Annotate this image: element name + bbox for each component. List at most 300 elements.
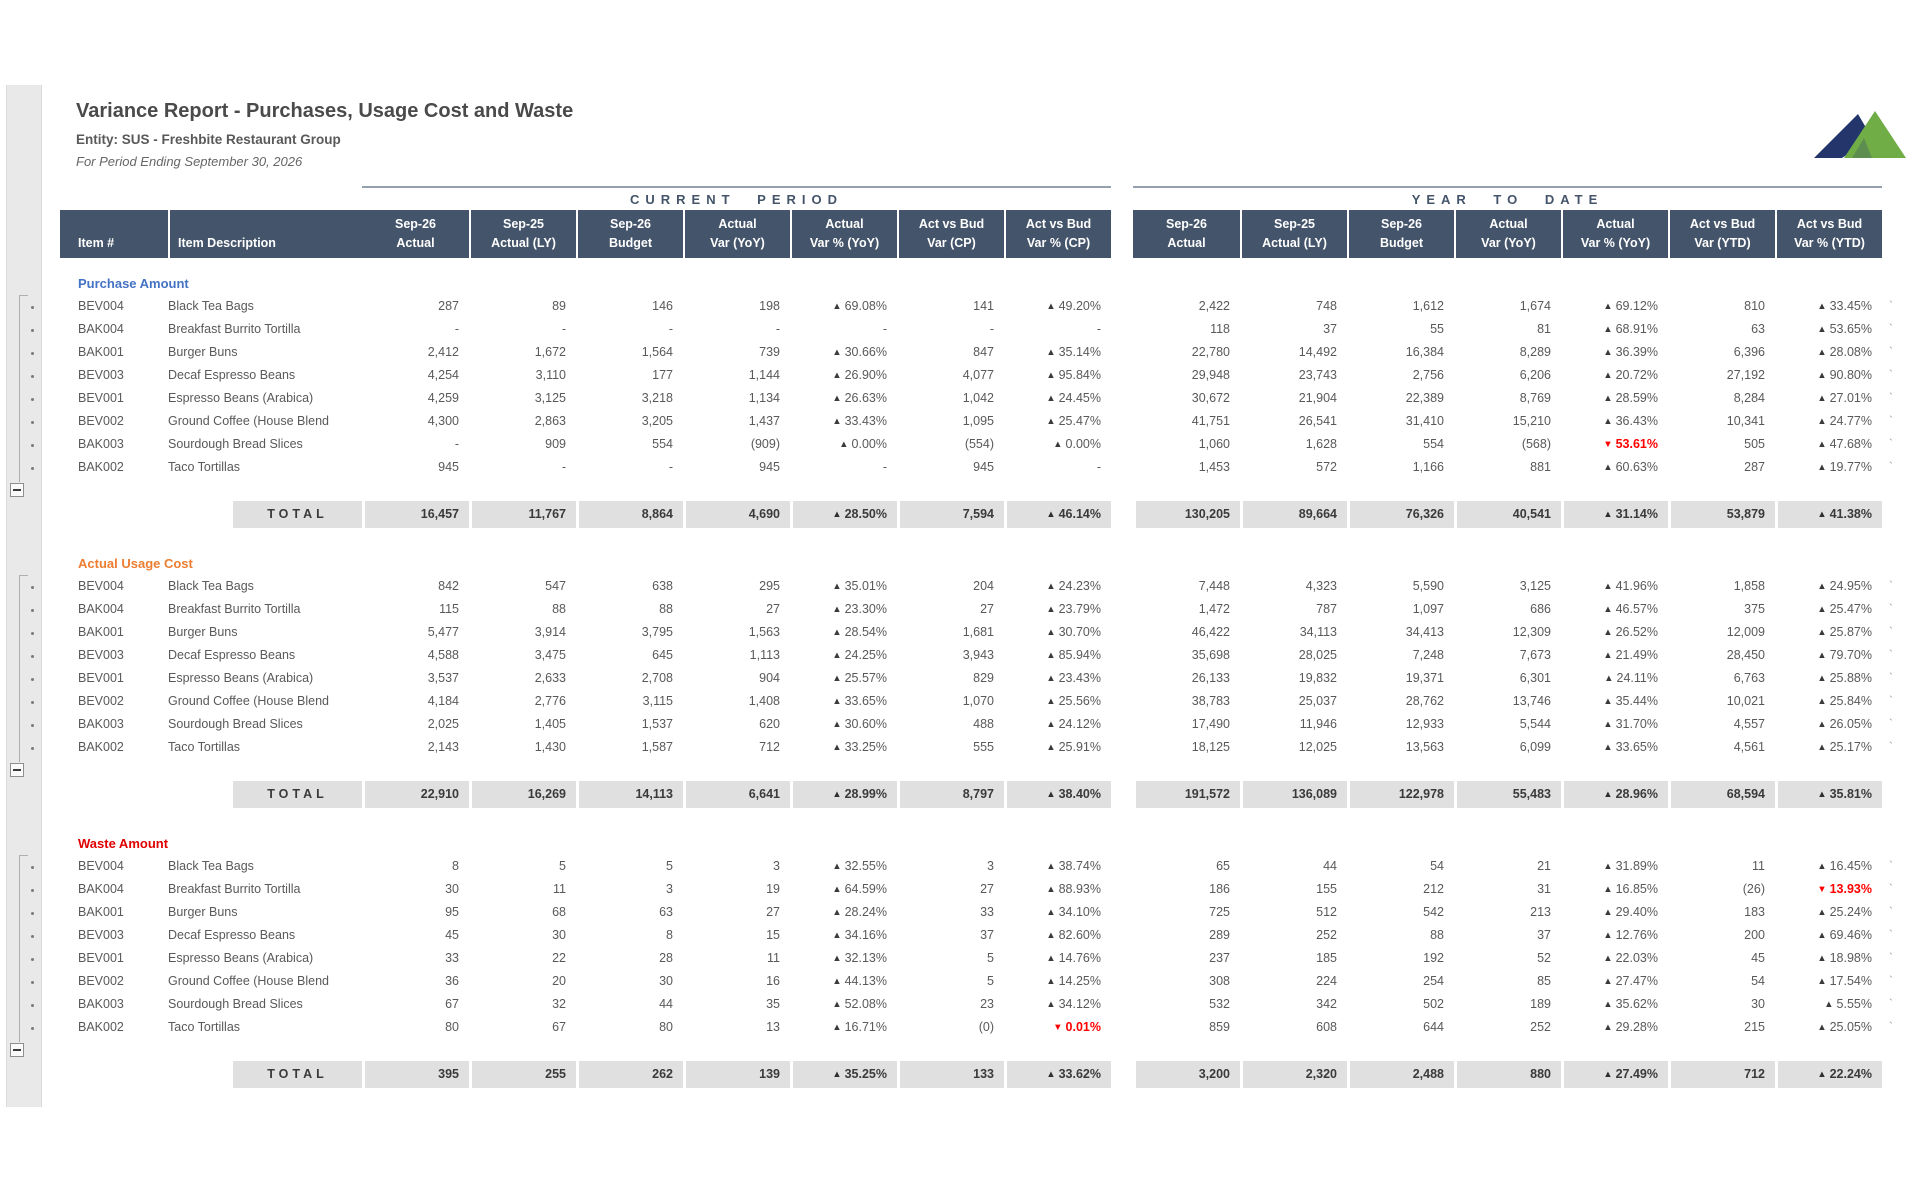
- cell-value: 30: [1751, 997, 1765, 1011]
- up-triangle-icon: ▲: [1603, 696, 1613, 707]
- item-description: Decaf Espresso Beans: [168, 928, 296, 942]
- up-triangle-icon: ▲: [832, 370, 842, 381]
- cell-value: 4,259: [427, 391, 459, 405]
- cell-value: ▼ 0.01%: [1053, 1020, 1101, 1034]
- cell-value: ▲ 24.25%: [832, 648, 887, 662]
- cell-value: ▲ 23.30%: [832, 602, 887, 616]
- cell-value: 881: [1530, 460, 1551, 474]
- collapse-group-button[interactable]: [10, 763, 24, 777]
- column-gap: [1111, 598, 1133, 621]
- cell-value: 36: [445, 974, 459, 988]
- cell-value: ▲ 44.13%: [832, 974, 887, 988]
- cell-value: (0): [978, 1020, 994, 1034]
- cell-value: 136,089: [1240, 781, 1347, 808]
- cell-value: 37: [1537, 928, 1551, 942]
- cell-value: 1,628: [1305, 437, 1337, 451]
- cell-value: 34,113: [1299, 625, 1337, 639]
- item-code: BAK004: [78, 322, 124, 336]
- cell-value: ▼ 53.61%: [1603, 437, 1658, 451]
- item-code: BEV003: [78, 648, 124, 662]
- cell-value: -: [668, 322, 673, 336]
- cell-value: 3,475: [534, 648, 566, 662]
- table-row: [60, 690, 1906, 713]
- cell-value: 255: [469, 1061, 576, 1088]
- cell-value: 3,537: [427, 671, 459, 685]
- cell-value: 8,289: [1519, 345, 1551, 359]
- section-title: Waste Amount: [78, 836, 169, 851]
- cell-value: 505: [1744, 437, 1765, 451]
- column-gap: [1111, 1016, 1133, 1039]
- cell-value: 1,134: [748, 391, 780, 405]
- cell-value: ▲ 28.54%: [832, 625, 887, 639]
- cell-value: ▲ 31.89%: [1603, 859, 1658, 873]
- up-triangle-icon: ▲: [1817, 953, 1827, 964]
- column-gap: [1111, 575, 1133, 598]
- cell-value: 76,326: [1347, 501, 1454, 528]
- logo-graphic: [1812, 108, 1908, 166]
- cell-value: -: [775, 322, 780, 336]
- row-group-dot: [31, 609, 34, 612]
- cell-value: 1,681: [962, 625, 994, 639]
- table-row: [60, 736, 1906, 759]
- cell-value: 67: [552, 1020, 566, 1034]
- cell-value: 945: [973, 460, 994, 474]
- cell-value: 11: [1752, 859, 1765, 873]
- cell-value: 1,472: [1198, 602, 1230, 616]
- cell-value: 27: [766, 602, 780, 616]
- cell-value: 185: [1316, 951, 1337, 965]
- cell-value: 6,099: [1519, 740, 1551, 754]
- item-description: Black Tea Bags: [168, 859, 254, 873]
- cell-value: 1,042: [962, 391, 994, 405]
- cell-value: 1,453: [1198, 460, 1230, 474]
- cell-value: ▲ 26.90%: [832, 368, 887, 382]
- table-body: [60, 272, 1906, 1088]
- cell-value: 945: [438, 460, 459, 474]
- cell-value: 186: [1209, 882, 1230, 896]
- cell-value: 1,587: [641, 740, 673, 754]
- row-end-mark: `: [1889, 323, 1893, 335]
- up-triangle-icon: ▲: [832, 696, 842, 707]
- cell-value: 1,144: [748, 368, 780, 382]
- up-triangle-icon: ▲: [1817, 976, 1827, 987]
- cell-value: ▲ 90.80%: [1817, 368, 1872, 382]
- section-title: Purchase Amount: [78, 276, 189, 291]
- cell-value: -: [1096, 322, 1101, 336]
- cell-value: 686: [1530, 602, 1551, 616]
- col-header: Actual Var (YoY): [1454, 210, 1561, 258]
- spacer-row: [60, 479, 1906, 501]
- section-purchase-amount: [60, 272, 1906, 528]
- cell-value: 237: [1209, 951, 1230, 965]
- item-description: Burger Buns: [168, 625, 238, 639]
- cell-value: ▲ 60.63%: [1603, 460, 1658, 474]
- up-triangle-icon: ▲: [1817, 627, 1827, 638]
- down-triangle-icon: ▼: [1603, 439, 1613, 450]
- cell-value: 63: [1751, 322, 1765, 336]
- up-triangle-icon: ▲: [832, 301, 842, 312]
- cell-value: ▲ 30.60%: [832, 717, 887, 731]
- cell-value: 38,783: [1191, 694, 1230, 708]
- down-triangle-icon: ▼: [1053, 1022, 1063, 1033]
- row-end-mark: `: [1889, 975, 1893, 987]
- cell-value: 139: [683, 1061, 790, 1088]
- up-triangle-icon: ▲: [1817, 930, 1827, 941]
- cell-value: 29,948: [1191, 368, 1230, 382]
- cell-value: 34,413: [1405, 625, 1444, 639]
- up-triangle-icon: ▲: [1603, 907, 1613, 918]
- cell-value: 7,673: [1519, 648, 1551, 662]
- cell-value: 4,557: [1733, 717, 1765, 731]
- up-triangle-icon: ▲: [1604, 673, 1614, 684]
- cell-value: 224: [1316, 974, 1337, 988]
- cell-value: 16,457: [362, 501, 469, 528]
- col-header: Sep-25 Actual (LY): [469, 210, 576, 258]
- item-code: BAK003: [78, 437, 124, 451]
- cell-value: ▲ 34.10%: [1046, 905, 1101, 919]
- cell-value: 52: [1537, 951, 1551, 965]
- row-group-dot: [31, 912, 34, 915]
- cell-value: 122,978: [1347, 781, 1454, 808]
- cell-value: 8,284: [1733, 391, 1765, 405]
- cell-value: ▲ 17.54%: [1817, 974, 1872, 988]
- up-triangle-icon: ▲: [1603, 370, 1613, 381]
- group-header-spacer: [60, 186, 362, 207]
- section-actual-usage-cost: [60, 552, 1906, 808]
- row-end-mark: `: [1889, 883, 1893, 895]
- cell-value: ▲ 36.43%: [1603, 414, 1658, 428]
- cell-value: 262: [576, 1061, 683, 1088]
- row-group-dot: [31, 678, 34, 681]
- cell-value: 28,450: [1726, 648, 1765, 662]
- cell-value: 11,767: [469, 501, 576, 528]
- cell-value: ▲ 35.81%: [1775, 781, 1882, 808]
- column-gap: [1111, 433, 1133, 456]
- column-gap: [1111, 667, 1133, 690]
- cell-value: 33: [980, 905, 994, 919]
- total-label: TOTAL: [233, 1061, 362, 1088]
- cell-value: ▲ 24.77%: [1817, 414, 1872, 428]
- cell-value: 1,564: [641, 345, 673, 359]
- column-gap: [1111, 970, 1133, 993]
- row-end-mark: `: [1889, 438, 1893, 450]
- table-row: [60, 318, 1906, 341]
- cell-value: 3,218: [641, 391, 673, 405]
- row-group-dot: [31, 398, 34, 401]
- cell-value: ▲ 33.65%: [1603, 740, 1658, 754]
- collapse-group-button[interactable]: [10, 1043, 24, 1057]
- cell-value: ▲ 21.49%: [1603, 648, 1658, 662]
- cell-value: 512: [1316, 905, 1337, 919]
- up-triangle-icon: ▲: [1046, 861, 1056, 872]
- cell-value: ▲ 35.44%: [1603, 694, 1658, 708]
- cell-value: ▲ 49.20%: [1046, 299, 1101, 313]
- cell-value: 308: [1209, 974, 1230, 988]
- cell-value: 26,133: [1191, 671, 1230, 685]
- group-bracket-line: [19, 575, 20, 762]
- cell-value: 23,743: [1298, 368, 1337, 382]
- cell-value: 41,751: [1191, 414, 1230, 428]
- report: [60, 100, 1906, 1088]
- total-label: TOTAL: [233, 781, 362, 808]
- item-code: BEV002: [78, 694, 124, 708]
- cell-value: ▲ 88.93%: [1046, 882, 1101, 896]
- up-triangle-icon: ▲: [1603, 393, 1613, 404]
- up-triangle-icon: ▲: [1817, 509, 1827, 520]
- row-group-dot: [31, 1027, 34, 1030]
- cell-value: 8: [666, 928, 673, 942]
- cell-value: 55: [1430, 322, 1444, 336]
- cell-value: 141: [973, 299, 994, 313]
- item-description: Taco Tortillas: [168, 460, 241, 474]
- cell-value: 3,795: [641, 625, 673, 639]
- cell-value: ▲ 25.91%: [1046, 740, 1101, 754]
- cell-value: 725: [1209, 905, 1230, 919]
- cell-value: 12,009: [1726, 625, 1765, 639]
- cell-value: 3: [987, 859, 994, 873]
- group-bracket-tick: [19, 575, 28, 576]
- cell-value: 3,125: [534, 391, 566, 405]
- cell-value: 28,762: [1405, 694, 1444, 708]
- item-description: Burger Buns: [168, 905, 238, 919]
- up-triangle-icon: ▲: [832, 907, 842, 918]
- up-triangle-icon: ▲: [1824, 999, 1834, 1010]
- cell-value: 53,879: [1668, 501, 1775, 528]
- table-row: [60, 855, 1906, 878]
- item-code: BAK003: [78, 717, 124, 731]
- cell-value: ▲ 28.96%: [1561, 781, 1668, 808]
- cell-value: 829: [973, 671, 994, 685]
- group-bracket-tick: [19, 295, 28, 296]
- cell-value: 20: [552, 974, 566, 988]
- row-grouping-pane: [6, 85, 42, 1107]
- up-triangle-icon: ▲: [1603, 462, 1613, 473]
- cell-value: 146: [652, 299, 673, 313]
- cell-value: 555: [973, 740, 994, 754]
- cell-value: 4,184: [427, 694, 459, 708]
- item-description: Breakfast Burrito Tortilla: [168, 322, 301, 336]
- up-triangle-icon: ▲: [1603, 1069, 1613, 1080]
- cell-value: 7,594: [897, 501, 1004, 528]
- up-triangle-icon: ▲: [1817, 1069, 1827, 1080]
- cell-value: ▲ 69.08%: [832, 299, 887, 313]
- item-description: Decaf Espresso Beans: [168, 368, 296, 382]
- column-gap: [1111, 364, 1133, 387]
- cell-value: ▲ 46.57%: [1603, 602, 1658, 616]
- up-triangle-icon: ▲: [1046, 976, 1056, 987]
- cell-value: 31: [1537, 882, 1551, 896]
- collapse-group-button[interactable]: [10, 483, 24, 497]
- up-triangle-icon: ▲: [1046, 370, 1056, 381]
- cell-value: 95: [445, 905, 459, 919]
- item-code: BEV002: [78, 414, 124, 428]
- row-group-dot: [31, 958, 34, 961]
- item-description: Sourdough Bread Slices: [168, 437, 303, 451]
- up-triangle-icon: ▲: [1603, 416, 1613, 427]
- cell-value: 31,410: [1405, 414, 1444, 428]
- row-end-mark: `: [1889, 1021, 1893, 1033]
- cell-value: 645: [652, 648, 673, 662]
- row-group-dot: [31, 1004, 34, 1007]
- cell-value: ▲ 46.14%: [1004, 501, 1111, 528]
- cell-value: 7,248: [1412, 648, 1444, 662]
- cell-value: ▲ 27.49%: [1561, 1061, 1668, 1088]
- up-triangle-icon: ▲: [1603, 884, 1613, 895]
- col-header: Act vs Bud Var % (CP): [1004, 210, 1111, 258]
- up-triangle-icon: ▲: [1046, 650, 1056, 661]
- total-row-lead: [60, 501, 233, 528]
- cell-value: ▲ 16.45%: [1817, 859, 1872, 873]
- table-row: [60, 456, 1906, 479]
- cell-value: 11: [553, 882, 566, 896]
- col-header: Actual Var % (YoY): [1561, 210, 1668, 258]
- cell-value: 46,422: [1191, 625, 1230, 639]
- table-row: [60, 644, 1906, 667]
- cell-value: 1,437: [748, 414, 780, 428]
- cell-value: 252: [1316, 928, 1337, 942]
- cell-value: 3,125: [1519, 579, 1551, 593]
- cell-value: 81: [1537, 322, 1551, 336]
- cell-value: ▲ 0.00%: [839, 437, 887, 451]
- cell-value: ▲ 52.08%: [832, 997, 887, 1011]
- cell-value: ▲ 25.84%: [1817, 694, 1872, 708]
- up-triangle-icon: ▲: [1817, 673, 1827, 684]
- up-triangle-icon: ▲: [832, 999, 842, 1010]
- cell-value: 16,384: [1405, 345, 1444, 359]
- cell-value: 859: [1209, 1020, 1230, 1034]
- row-group-dot: [31, 935, 34, 938]
- cell-value: ▲ 27.47%: [1603, 974, 1658, 988]
- cell-value: 30,672: [1191, 391, 1230, 405]
- cell-value: 1,430: [534, 740, 566, 754]
- column-gap: [1111, 501, 1133, 528]
- row-end-mark: `: [1889, 998, 1893, 1010]
- cell-value: 15: [766, 928, 780, 942]
- cell-value: ▲ 24.12%: [1046, 717, 1101, 731]
- cell-value: ▲ 25.24%: [1817, 905, 1872, 919]
- cell-value: 80: [445, 1020, 459, 1034]
- up-triangle-icon: ▲: [1046, 719, 1056, 730]
- cell-value: ▲ 35.62%: [1603, 997, 1658, 1011]
- cell-value: 2,863: [534, 414, 566, 428]
- cell-value: 712: [1668, 1061, 1775, 1088]
- item-code: BEV003: [78, 368, 124, 382]
- up-triangle-icon: ▲: [832, 509, 842, 520]
- cell-value: 14,113: [576, 781, 683, 808]
- cell-value: -: [668, 460, 673, 474]
- item-description: Sourdough Bread Slices: [168, 997, 303, 1011]
- up-triangle-icon: ▲: [1817, 301, 1827, 312]
- row-end-mark: `: [1889, 860, 1893, 872]
- column-gap: [1111, 993, 1133, 1016]
- cell-value: 342: [1316, 997, 1337, 1011]
- cell-value: 5,477: [427, 625, 459, 639]
- total-row-lead: [60, 781, 233, 808]
- cell-value: 2,422: [1198, 299, 1230, 313]
- column-gap: [1111, 855, 1133, 878]
- cell-value: 395: [362, 1061, 469, 1088]
- cell-value: 644: [1423, 1020, 1444, 1034]
- up-triangle-icon: ▲: [1817, 789, 1827, 800]
- cell-value: 22,389: [1405, 391, 1444, 405]
- cell-value: 945: [759, 460, 780, 474]
- cell-value: 1,113: [749, 648, 780, 662]
- cell-value: ▲ 32.13%: [832, 951, 887, 965]
- cell-value: 88: [659, 602, 673, 616]
- cell-value: ▲ 34.16%: [832, 928, 887, 942]
- row-group-dot: [31, 352, 34, 355]
- total-row: [60, 781, 1906, 808]
- cell-value: ▲ 28.08%: [1817, 345, 1872, 359]
- row-end-mark: `: [1889, 649, 1893, 661]
- item-code: BEV001: [78, 671, 124, 685]
- cell-value: 4,323: [1305, 579, 1337, 593]
- row-end-mark: `: [1889, 718, 1893, 730]
- cell-value: ▲ 35.25%: [790, 1061, 897, 1088]
- cell-value: 289: [1209, 928, 1230, 942]
- cell-value: 30: [445, 882, 459, 896]
- cell-value: 45: [1751, 951, 1765, 965]
- cell-value: ▲ 28.99%: [790, 781, 897, 808]
- cell-value: 295: [759, 579, 780, 593]
- item-code: BAK004: [78, 602, 124, 616]
- item-description: Espresso Beans (Arabica): [168, 391, 314, 405]
- current-period-columns: [362, 210, 1111, 258]
- total-row: [60, 501, 1906, 528]
- up-triangle-icon: ▲: [1046, 696, 1056, 707]
- cell-value: 6,206: [1519, 368, 1551, 382]
- cell-value: 3,943: [962, 648, 994, 662]
- cell-value: 11: [767, 951, 780, 965]
- cell-value: -: [561, 322, 566, 336]
- cell-value: ▲ 35.01%: [832, 579, 887, 593]
- row-group-dot: [31, 889, 34, 892]
- cell-value: 847: [973, 345, 994, 359]
- item-description: Black Tea Bags: [168, 579, 254, 593]
- cell-value: ▲ 25.56%: [1046, 694, 1101, 708]
- cell-value: 212: [1423, 882, 1444, 896]
- cell-value: 12,025: [1298, 740, 1337, 754]
- up-triangle-icon: ▲: [832, 1022, 842, 1033]
- up-triangle-icon: ▲: [1046, 999, 1056, 1010]
- cell-value: 375: [1744, 602, 1765, 616]
- column-gap: [1111, 947, 1133, 970]
- cell-value: 2,776: [534, 694, 566, 708]
- col-header: Act vs Bud Var (YTD): [1668, 210, 1775, 258]
- cell-value: 215: [1744, 1020, 1765, 1034]
- row-group-dot: [31, 444, 34, 447]
- cell-value: ▲ 69.46%: [1817, 928, 1872, 942]
- row-end-mark: `: [1889, 369, 1893, 381]
- cell-value: 542: [1423, 905, 1444, 919]
- cell-value: 547: [545, 579, 566, 593]
- up-triangle-icon: ▲: [1817, 439, 1827, 450]
- cell-value: ▲ 41.96%: [1603, 579, 1658, 593]
- column-gap: [1111, 295, 1133, 318]
- cell-value: ▲ 25.47%: [1046, 414, 1101, 428]
- cell-value: ▲ 5.55%: [1824, 997, 1872, 1011]
- row-end-mark: `: [1889, 695, 1893, 707]
- cell-value: -: [454, 322, 459, 336]
- row-end-mark: `: [1889, 952, 1893, 964]
- page-title: Variance Report - Purchases, Usage Cost and Waste: [76, 100, 574, 122]
- cell-value: ▲ 0.00%: [1053, 437, 1101, 451]
- up-triangle-icon: ▲: [1603, 789, 1613, 800]
- up-triangle-icon: ▲: [1817, 696, 1827, 707]
- cell-value: ▲ 25.57%: [832, 671, 887, 685]
- cell-value: ▲ 69.12%: [1603, 299, 1658, 313]
- column-gap: [1111, 621, 1133, 644]
